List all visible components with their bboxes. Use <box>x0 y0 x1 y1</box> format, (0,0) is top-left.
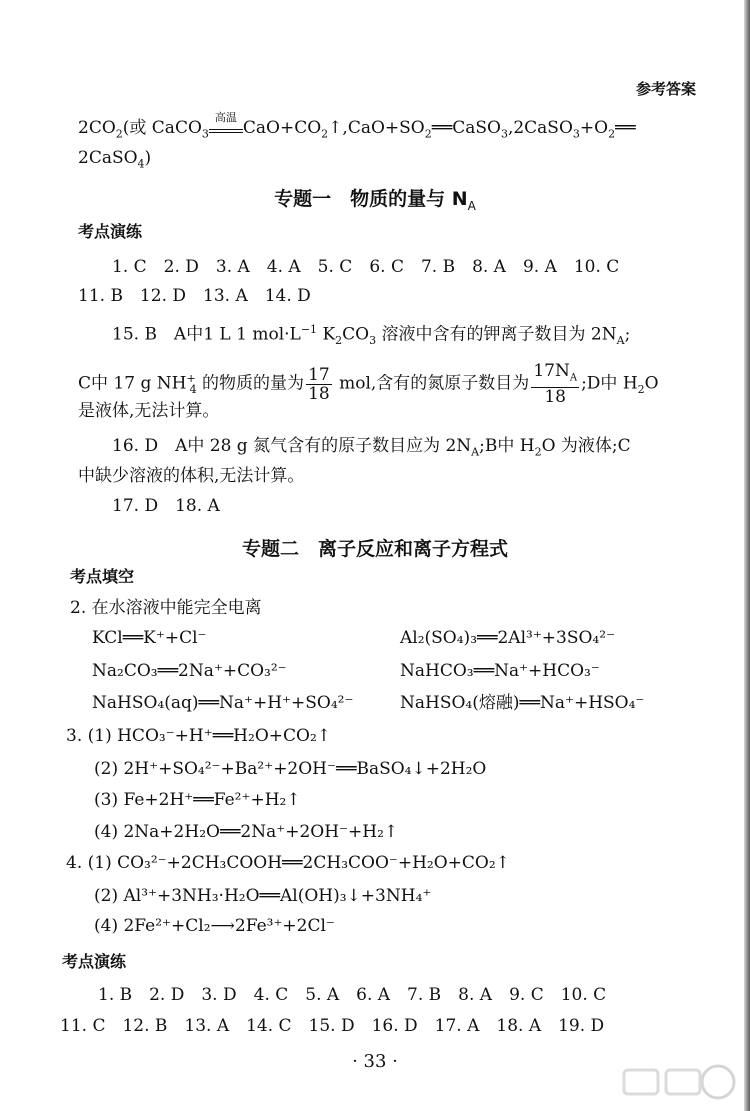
text-run: ,2CaSO <box>507 118 573 138</box>
topic1-section: 考点演练 <box>78 222 143 241</box>
topic2-answers-row-1: 1. B 2. D 3. D 4. C 5. A 6. A 7. B 8. A 9. C 10. C <box>98 985 607 1005</box>
q3-4: (4) 2Na+2H₂O══2Na⁺+2OH⁻+H₂↑ <box>94 822 399 842</box>
equation-nahso4-melt: NaHSO₄(熔融)══Na⁺+HSO₄⁻ <box>400 693 645 713</box>
topic1-title: 专题一 物质的量与 N <box>274 188 468 210</box>
topic2-answers-row-2: 11. C 12. B 13. A 14. C 15. D 16. D 17. A 18. A 19. D <box>60 1016 605 1036</box>
carry-line-2: 2CaSO$_4$) <box>78 148 152 171</box>
q4-1: 4. (1) CO₃²⁻+2CH₃COOH══2CH₃COO⁻+H₂O+CO₂↑ <box>66 853 510 873</box>
page-edge-shadow <box>744 0 750 1111</box>
q4-2: (2) Al³⁺+3NH₃·H₂O══Al(OH)₃↓+3NH₄⁺ <box>94 886 432 906</box>
text-run: 2CaSO <box>78 148 138 168</box>
text-run: O 为液体;C <box>541 436 631 456</box>
page-number: · 33 · <box>352 1051 398 1072</box>
text-run: ;B中 H <box>479 436 535 456</box>
fraction-denominator: 18 <box>308 383 330 404</box>
equation-kcl: KCl══K⁺+Cl⁻ <box>92 628 207 648</box>
fraction-denominator: 18 <box>544 387 566 408</box>
fraction-17-18 <box>306 366 332 403</box>
text-run: K <box>317 324 336 345</box>
topic1-answers-row-2: 11. B 12. D 13. A 14. D <box>78 286 311 306</box>
text-run: 的物质的量为 <box>196 373 305 394</box>
fraction-numerator: 17N <box>533 361 570 381</box>
reaction-arrow <box>209 111 243 133</box>
header-title: 参考答案 <box>635 80 696 98</box>
text-run: +O <box>579 118 609 138</box>
text-run: ;D中 H <box>581 373 638 394</box>
q2-title: 2. 在水溶液中能完全电离 <box>70 598 262 618</box>
topic1-title-sub: A <box>467 198 476 213</box>
text-run: ) <box>144 148 152 168</box>
q15-line-1: 15. B A中1 L 1 $mol\cdot L^{-1}$ $K_2CO_3$ 溶液中含有的钾离子数目为 $2N_A$; <box>112 323 631 348</box>
topic2-section-fill: 考点填空 <box>70 567 135 586</box>
equation-nahso4-aq: NaHSO₄(aq)══Na⁺+H⁺+SO₄²⁻ <box>92 693 354 713</box>
topic2-section-drill: 考点演练 <box>62 952 127 971</box>
q16-line-2: 中缺少溶液的体积,无法计算。 <box>78 466 305 486</box>
equation-nahco3: NaHCO₃══Na⁺+HCO₃⁻ <box>400 661 600 681</box>
text-run: 2CO <box>78 118 116 138</box>
fraction-17na-18: $\frac{17N_A}{18}$ <box>533 361 578 408</box>
text-run: 15. B A中1 L 1 mol·L <box>112 324 301 345</box>
reaction-condition: 高温 <box>214 111 237 124</box>
q17-line: 17. D 18. A <box>112 496 220 516</box>
carry-line-1: $2CO_2$(或 CaCO$_3$ 高温 $CaO+CO_2↑,CaO+SO_2══CaSO_3,2CaSO_3+O_2══$ <box>78 118 636 144</box>
equation-na2co3: Na₂CO₃══2Na⁺+CO₃²⁻ <box>92 661 287 681</box>
topic1-answers-row-1: 1. C 2. D 3. A 4. A 5. C 6. C 7. B 8. A 9. A 10. C <box>112 257 620 277</box>
fraction-numerator: 17 <box>308 364 330 385</box>
q15-line-3: 是液体,无法计算。 <box>78 401 220 421</box>
text-run: ══CaSO <box>431 118 501 138</box>
q3-1: 3. (1) HCO₃⁻+H⁺══H₂O+CO₂↑ <box>66 726 332 746</box>
q3-2: (2) 2H⁺+SO₄²⁻+Ba²⁺+2OH⁻══BaSO₄↓+2H₂O <box>94 759 487 779</box>
q3-3: (3) Fe+2H⁺══Fe²⁺+H₂↑ <box>94 790 301 810</box>
text-run: 溶液中含有的钾离子数目为 2N <box>376 324 617 345</box>
text-run: 16. D A中 28 g 氮气含有的原子数目应为 2N <box>112 436 472 456</box>
text-run: O <box>644 373 659 394</box>
watermark-logo-icon <box>618 1062 738 1106</box>
topic2-title: 专题二 离子反应和离子方程式 <box>241 538 508 560</box>
text-run: ↑,CaO+SO <box>328 118 425 138</box>
text-run: (或 CaCO <box>122 118 202 138</box>
q16-line-1: 16. D A中 28 g 氮气含有的原子数目应为 $2N_A;B$中 $H_2O$ 为液体;C <box>112 436 631 459</box>
text-run: ; <box>624 324 631 345</box>
text-run: mol,含有的氮原子数目为 <box>333 373 530 394</box>
equation-al2so43: Al₂(SO₄)₃══2Al³⁺+3SO₄²⁻ <box>400 628 616 648</box>
text-run: CO <box>342 324 370 345</box>
q4-4: (4) 2Fe²⁺+Cl₂⟶2Fe³⁺+2Cl⁻ <box>94 916 335 936</box>
text-run: C中 17 g NH <box>78 373 187 394</box>
text-run: CaO+CO <box>242 118 322 138</box>
topic1-heading <box>0 184 750 213</box>
text-run: ══ <box>615 118 636 138</box>
q15-line-2: C中 17 g $NH^+_4$ 的物质的量为 $\frac{17}{18}$ mol,含有的氮原子数目为 $\frac{17N_A}{18}$ ;D中 $H_2O$ <box>78 361 659 408</box>
